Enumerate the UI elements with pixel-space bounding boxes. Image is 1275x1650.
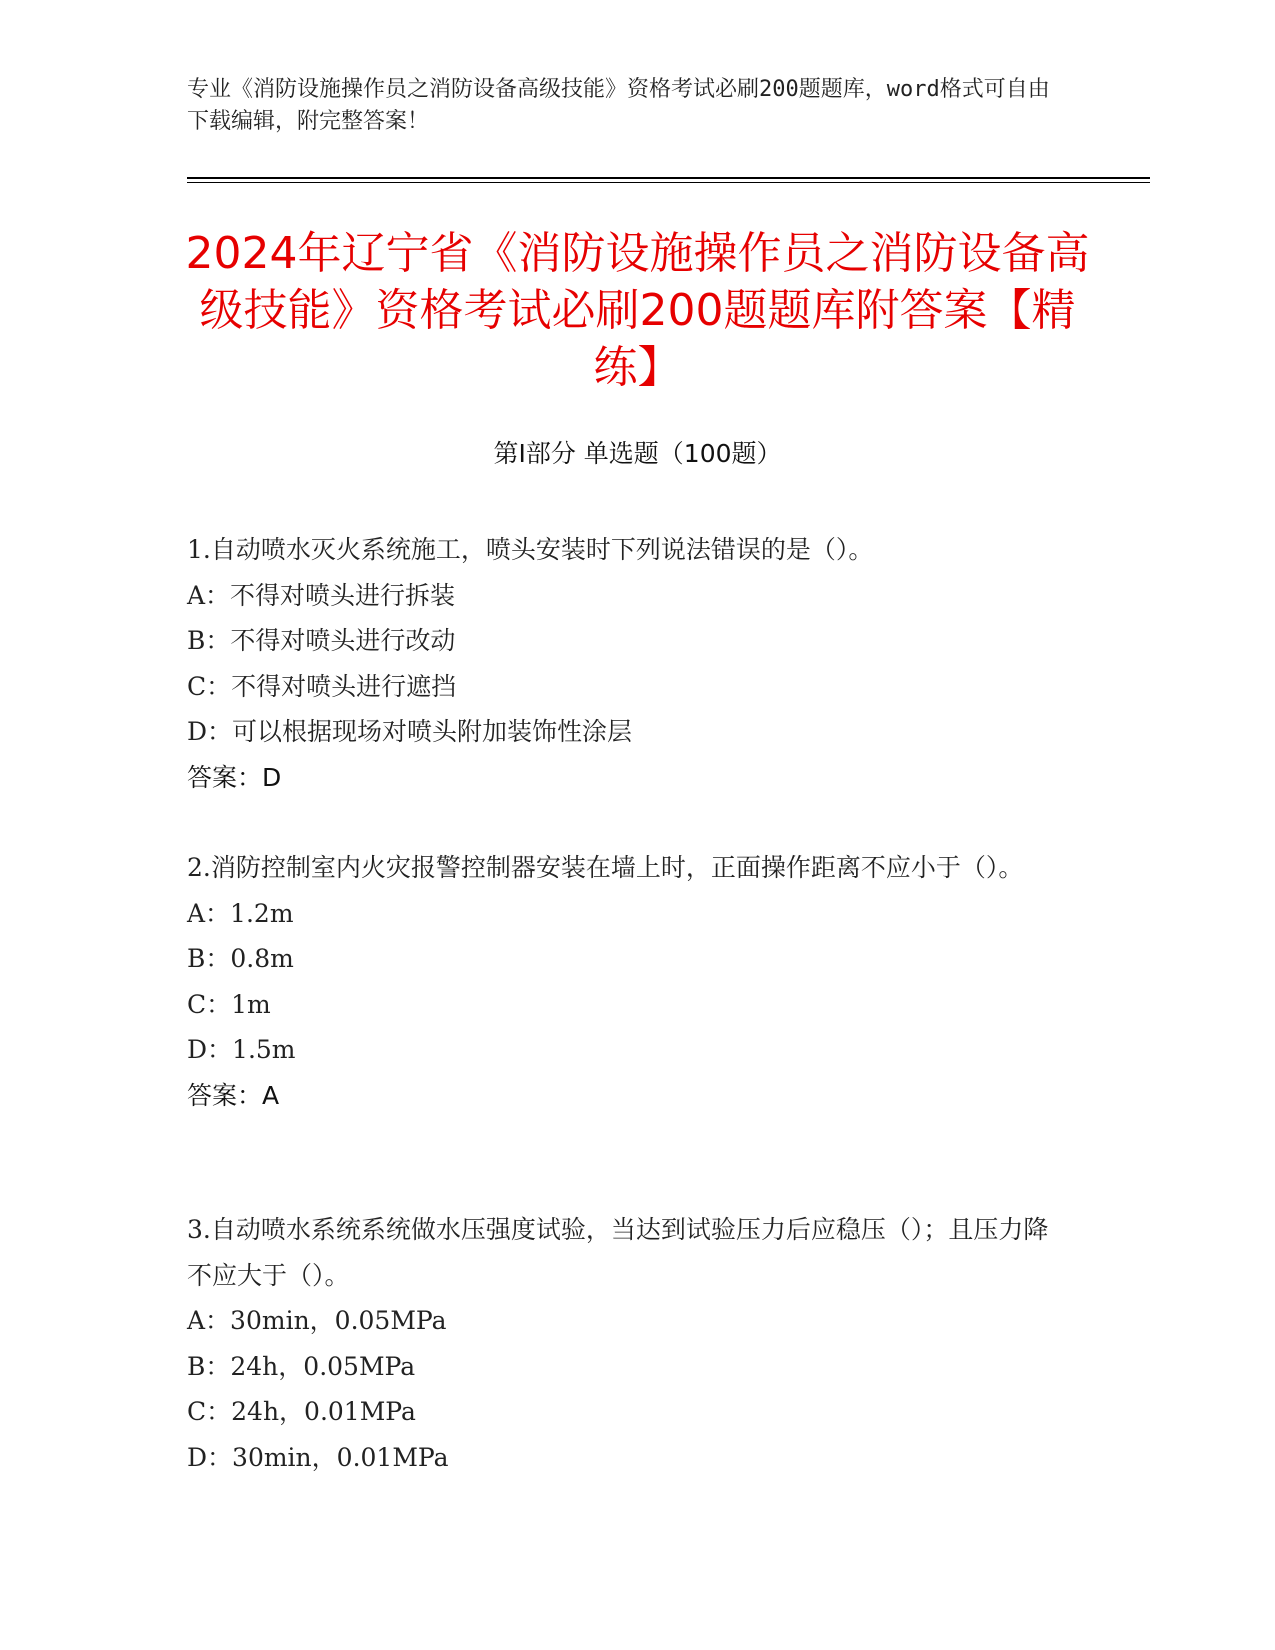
question-2 [187,845,1067,1118]
question-stem: 1.自动喷水灭火系统施工，喷头安装时下列说法错误的是（）。 [187,535,874,564]
header-note: 专业《消防设施操作员之消防设备高级技能》资格考试必刷200题题库，word格式可自由下载编辑，附完整答案！ [187,77,1050,134]
header-divider-thick [187,177,1150,179]
option-b: B：24h，0.05MPa [187,1351,416,1381]
answer-label: 答案：D [187,762,282,792]
answer-label: 答案：A [187,1080,280,1110]
question-stem: 3.自动喷水系统系统做水压强度试验，当达到试验压力后应稳压（）；且压力降不应大于（）。 [187,1215,1049,1290]
option-b: B：不得对喷头进行改动 [187,626,456,655]
option-d: D：可以根据现场对喷头附加装饰性涂层 [187,717,633,746]
section-title: 第Ⅰ部分 单选题（100题） [493,439,782,468]
question-stem: 2.消防控制室内火灾报警控制器安装在墙上时，正面操作距离不应小于（）。 [187,853,1024,882]
option-c: C：1m [187,989,271,1019]
option-d: D：1.5m [187,1035,296,1064]
option-a: A：30min，0.05MPa [187,1306,447,1335]
option-c: C：24h，0.01MPa [187,1397,416,1426]
header-divider-thin [187,182,1150,183]
option-c: C：不得对喷头进行遮挡 [187,671,457,701]
option-b: B：0.8m [187,944,294,973]
question-1 [187,527,1067,800]
option-d: D：30min，0.01MPa [187,1442,449,1472]
option-a: A：1.2m [187,898,294,928]
document-title: 2024年辽宁省《消防设施操作员之消防设备高级技能》资格考试必刷200题题库附答案【精练】 [185,228,1090,393]
option-a: A：不得对喷头进行拆装 [187,580,456,610]
question-3 [187,1207,1067,1480]
